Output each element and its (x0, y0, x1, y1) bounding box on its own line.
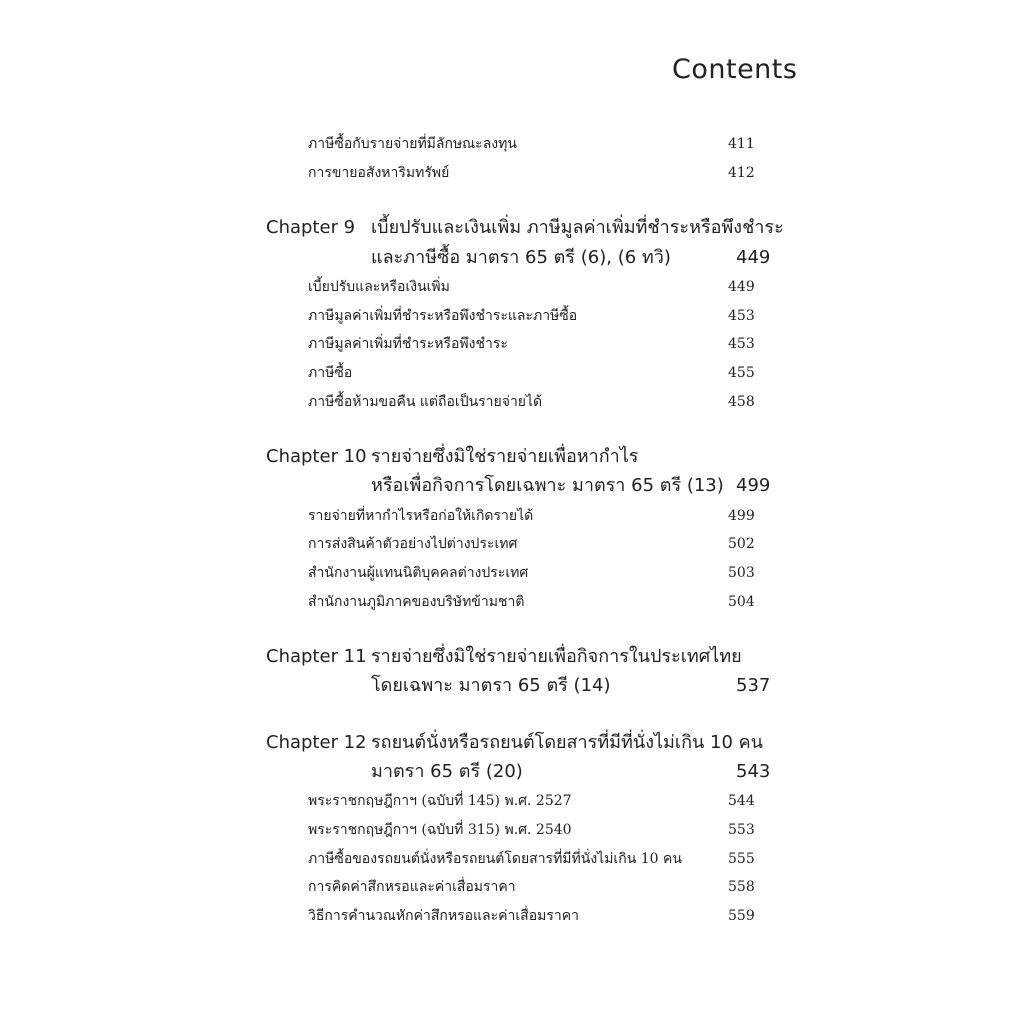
toc-entry-page: 453 (728, 336, 755, 352)
toc-entry[interactable] (308, 561, 768, 585)
page-title: Contents (672, 54, 798, 85)
toc-entry[interactable] (308, 304, 768, 328)
toc-entry-page: 449 (728, 279, 755, 295)
toc-entry-title: วิธีการคำนวณหักค่าสึกหรอและค่าเสื่อมราคา (308, 908, 579, 924)
chapter-11-title-line1[interactable]: รายจ่ายซึ่งมิใช่รายจ่ายเพื่อกิจการในประเทศไทย (371, 646, 742, 667)
toc-entry-title: ภาษีซื้อกับรายจ่ายที่มีลักษณะลงทุน (308, 136, 517, 152)
chapter-12-title-line1[interactable]: รถยนต์นั่งหรือรถยนต์โดยสารที่มีที่นั่งไม่เกิน 10 คน (371, 732, 763, 753)
chapter-10-title-line2[interactable]: หรือเพื่อกิจการโดยเฉพาะ มาตรา 65 ตรี (13) (371, 475, 724, 496)
chapter-12-label: Chapter 12 (266, 732, 367, 753)
toc-entry[interactable] (308, 875, 768, 899)
toc-entry[interactable] (308, 590, 768, 614)
toc-entry-page: 502 (728, 536, 755, 552)
chapter-10-label: Chapter 10 (266, 446, 367, 467)
toc-entry-title: พระราชกฤษฎีกาฯ (ฉบับที่ 315) พ.ศ. 2540 (308, 822, 572, 838)
toc-entry-title: เบี้ยปรับและหรือเงินเพิ่ม (308, 279, 450, 295)
chapter-9-page: 449 (736, 247, 771, 268)
toc-entry-page: 458 (728, 394, 755, 410)
toc-entry[interactable] (308, 532, 768, 556)
chapter-9-title-line2[interactable]: และภาษีซื้อ มาตรา 65 ตรี (6), (6 ทวิ) (371, 247, 671, 268)
toc-entry[interactable] (308, 275, 768, 299)
toc-entry-title: การส่งสินค้าตัวอย่างไปต่างประเทศ (308, 536, 518, 552)
toc-entry-title: ภาษีซื้อ (308, 365, 353, 381)
toc-entry-page: 499 (728, 508, 755, 524)
toc-entry-page: 504 (728, 594, 755, 610)
toc-entry[interactable] (308, 390, 768, 414)
toc-entry-page: 455 (728, 365, 755, 381)
chapter-10-title-line1[interactable]: รายจ่ายซึ่งมิใช่รายจ่ายเพื่อหากำไร (371, 446, 639, 467)
chapter-12-title-line2[interactable]: มาตรา 65 ตรี (20) (371, 761, 523, 782)
toc-entry-title: ภาษีซื้อห้ามขอคืน แต่ถือเป็นรายจ่ายได้ (308, 394, 543, 410)
toc-entry-page: 555 (728, 851, 755, 867)
toc-entry[interactable] (308, 504, 768, 528)
toc-entry-title: สำนักงานผู้แทนนิติบุคคลต่างประเทศ (308, 565, 529, 581)
chapter-11-title-line2[interactable]: โดยเฉพาะ มาตรา 65 ตรี (14) (371, 675, 611, 696)
toc-entry-title: รายจ่ายที่หากำไรหรือก่อให้เกิดรายได้ (308, 508, 534, 524)
toc-entry[interactable] (308, 361, 768, 385)
toc-entry[interactable] (308, 789, 768, 813)
toc-entry-title: ภาษีมูลค่าเพิ่มที่ชำระหรือพึงชำระ (308, 336, 508, 352)
toc-entry-title: ภาษีมูลค่าเพิ่มที่ชำระหรือพึงชำระและภาษีซื้อ (308, 308, 578, 324)
toc-entry-page: 503 (728, 565, 755, 581)
toc-entry-title: การขายอสังหาริมทรัพย์ (308, 165, 450, 181)
chapter-9-label: Chapter 9 (266, 217, 356, 238)
chapter-10-page: 499 (736, 475, 771, 496)
toc-entry[interactable] (308, 132, 768, 156)
toc-entry-title: สำนักงานภูมิภาคของบริษัทข้ามชาติ (308, 594, 525, 610)
toc-entry-page: 544 (728, 793, 755, 809)
toc-entry[interactable] (308, 161, 768, 185)
toc-entry-page: 453 (728, 308, 755, 324)
chapter-11-page: 537 (736, 675, 771, 696)
toc-entry-page: 411 (728, 136, 755, 152)
toc-entry-page: 558 (728, 879, 755, 895)
chapter-12-page: 543 (736, 761, 771, 782)
toc-entry-page: 553 (728, 822, 755, 838)
toc-entry-page: 412 (728, 165, 755, 181)
toc-entry[interactable] (308, 847, 768, 871)
toc-entry-page: 559 (728, 908, 755, 924)
toc-entry-title: ภาษีซื้อของรถยนต์นั่งหรือรถยนต์โดยสารที่มีที่นั่งไม่เกิน 10 คน (308, 851, 682, 867)
toc-entry-title: พระราชกฤษฎีกาฯ (ฉบับที่ 145) พ.ศ. 2527 (308, 793, 572, 809)
toc-entry[interactable] (308, 332, 768, 356)
chapter-9-title-line1[interactable]: เบี้ยปรับและเงินเพิ่ม ภาษีมูลค่าเพิ่มที่ชำระหรือพึงชำระ (371, 217, 784, 238)
toc-entry-title: การคิดค่าสึกหรอและค่าเสื่อมราคา (308, 879, 516, 895)
toc-entry[interactable] (308, 818, 768, 842)
toc-entry[interactable] (308, 904, 768, 928)
chapter-11-label: Chapter 11 (266, 646, 367, 667)
